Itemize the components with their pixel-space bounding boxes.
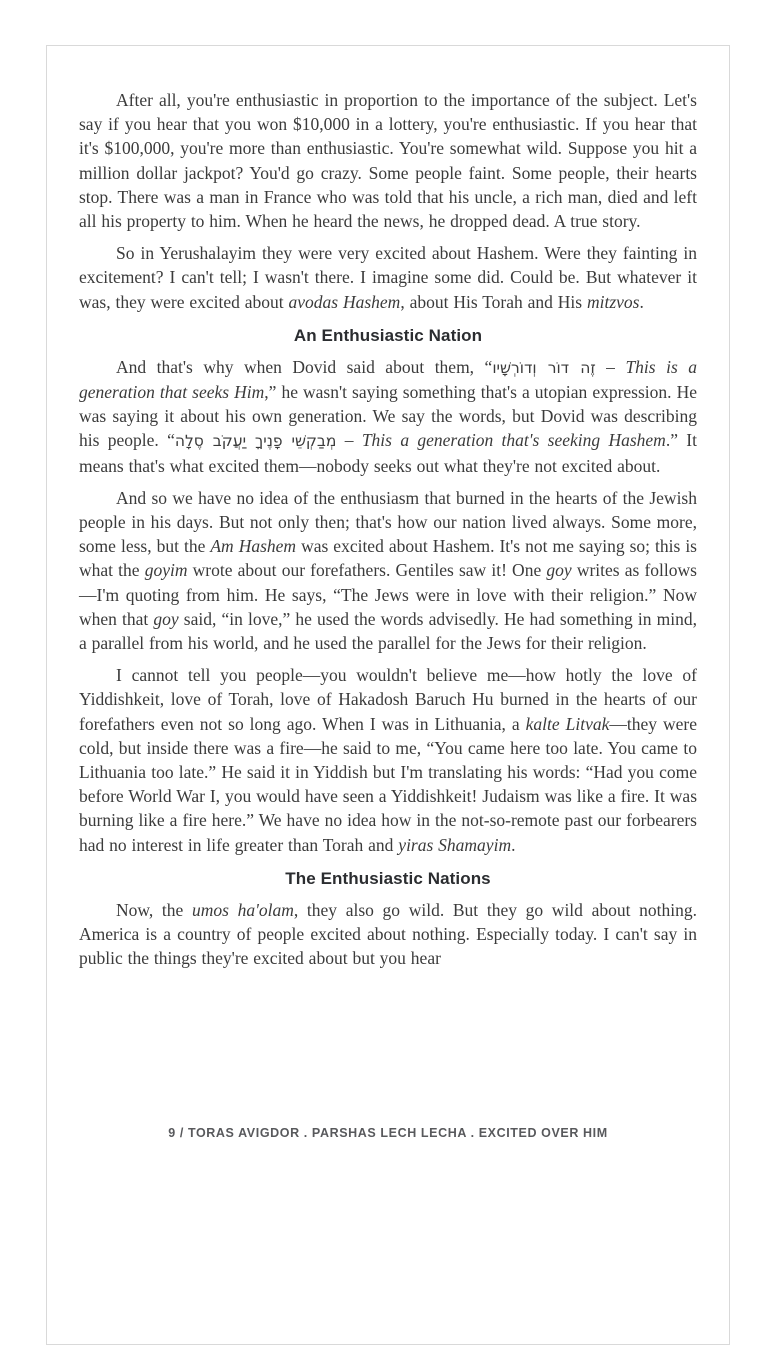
text-run-normal: After all, you're enthusiastic in proportion to the importance of the subject. Let's say if you hear that you won $10,000 in a lottery, you're enthusiastic. If you hear that it's $100,000, you're more than enthusiastic. You're somewhat wild. Suppose you hit a million dollar jackpot? You'd go crazy. Some people faint. Some people, their hearts stop. There was a man in France who was told that his uncle, a rich man, died and left all his property to him. When he heard the news, he dropped dead. A true story. [79, 90, 697, 232]
paragraph-dovid-generation [79, 355, 697, 478]
text-run-normal: , they also go wild. But they go wild about nothing. America is a country of people excited about nothing. Especially today. I can't say in public the things they're excited about but you hear [79, 899, 697, 969]
text-run-normal: I cannot tell you people—you wouldn't believe me—how hotly the love of Yiddishkeit, love of Torah, love of Hakadosh Baruch Hu burned in the hearts of our forefathers even not so long ago. When I was in Lithuania, a [79, 665, 697, 734]
text-run-normal: , about His Torah and His [400, 291, 587, 312]
text-run-normal: – [595, 356, 626, 377]
paragraph-am-hashem-excited [79, 486, 697, 655]
text-run-normal: wrote about our forefathers. Gentiles saw it! One [187, 560, 547, 581]
paragraph-enthusiasm-proportion [79, 88, 697, 233]
text-run-italic: This a generation that's seeking Hashem [361, 430, 666, 451]
text-run-normal: —they were cold, but inside there was a fire—he said to me, “You came here too late. You came to Lithuania too late.” He said it in Yiddish but I'm translating his words: “Had you come before World War I, you would have seen a Yiddishkeit! Judaism was like a fire. It was burning like a fire here.” We have no idea how in the not-so-remote past our forbearers had no interest in life greater than Torah and [79, 713, 697, 855]
text-run-hebrew: מְבַקְשֵׁי פָנֶיךָ יַעֲקֹב סֶלָה [174, 432, 337, 451]
heading-an-enthusiastic-nation: An Enthusiastic Nation [293, 325, 483, 345]
text-run-normal: .” It means that's what excited them—nobody seeks out what they're not excited about. [79, 430, 697, 476]
text-run-italic: avodas Hashem [288, 291, 401, 312]
text-run-italic: goy [153, 608, 179, 629]
text-run-normal: ,” he wasn't saying something that's a utopian expression. He was saying it about his own generation. We say the words, but Dovid was describing his people. “ [79, 382, 697, 451]
text-run-normal: – [336, 430, 362, 451]
text-run-normal: And that's why when Dovid said about them, “ [116, 356, 493, 377]
paragraph-lithuania-fire [79, 663, 697, 857]
text-run-italic: Am Hashem [210, 536, 297, 557]
text-run-normal: And so we have no idea of the enthusiasm that burned in the hearts of the Jewish people in his days. But not only then; that's how our nation lived always. Some more, some less, but the [79, 487, 697, 557]
text-run-italic: mitzvos [586, 291, 640, 312]
text-run-hebrew: זֶה דוֹר וְדוֹרְשָׁיו [492, 358, 596, 377]
text-run-italic: umos ha'olam [191, 899, 294, 920]
heading-the-enthusiastic-nations: The Enthusiastic Nations [285, 868, 491, 888]
text-run-normal: Now, the [116, 899, 192, 920]
paragraph-umos-haolam [79, 898, 697, 971]
text-run-italic: goyim [144, 560, 188, 581]
text-run-italic: kalte Litvak [525, 713, 610, 734]
text-run-normal: So in Yerushalayim they were very excited about Hashem. Were they fainting in excitement? I can't tell; I wasn't there. I imagine some did. Could be. But whatever it was, they were excited about [79, 243, 697, 312]
text-run-normal: was excited about Hashem. It's not me saying so; this is what the [79, 536, 697, 581]
text-run-normal: . [511, 834, 516, 855]
document-page [46, 45, 730, 1345]
text-run-italic: This is a generation that seeks Him [79, 356, 698, 403]
text-run-normal: . [639, 291, 644, 312]
text-run-normal: said, “in love,” he used the words advisedly. He had something in mind, a parallel from his world, and he used the parallel for the Jews for their religion. [79, 608, 697, 654]
text-run-italic: goy [546, 560, 572, 581]
page-footer: 9 / TORAS AVIGDOR . PARSHAS LECH LECHA . EXCITED OVER HIM [168, 1126, 608, 1140]
text-run-normal: writes as follows—I'm quoting from him. He says, “The Jews were in love with their religion.” Now when that [79, 560, 697, 629]
paragraph-yerushalayim-excited [79, 241, 697, 314]
text-run-italic: yiras Shamayim [398, 834, 512, 855]
